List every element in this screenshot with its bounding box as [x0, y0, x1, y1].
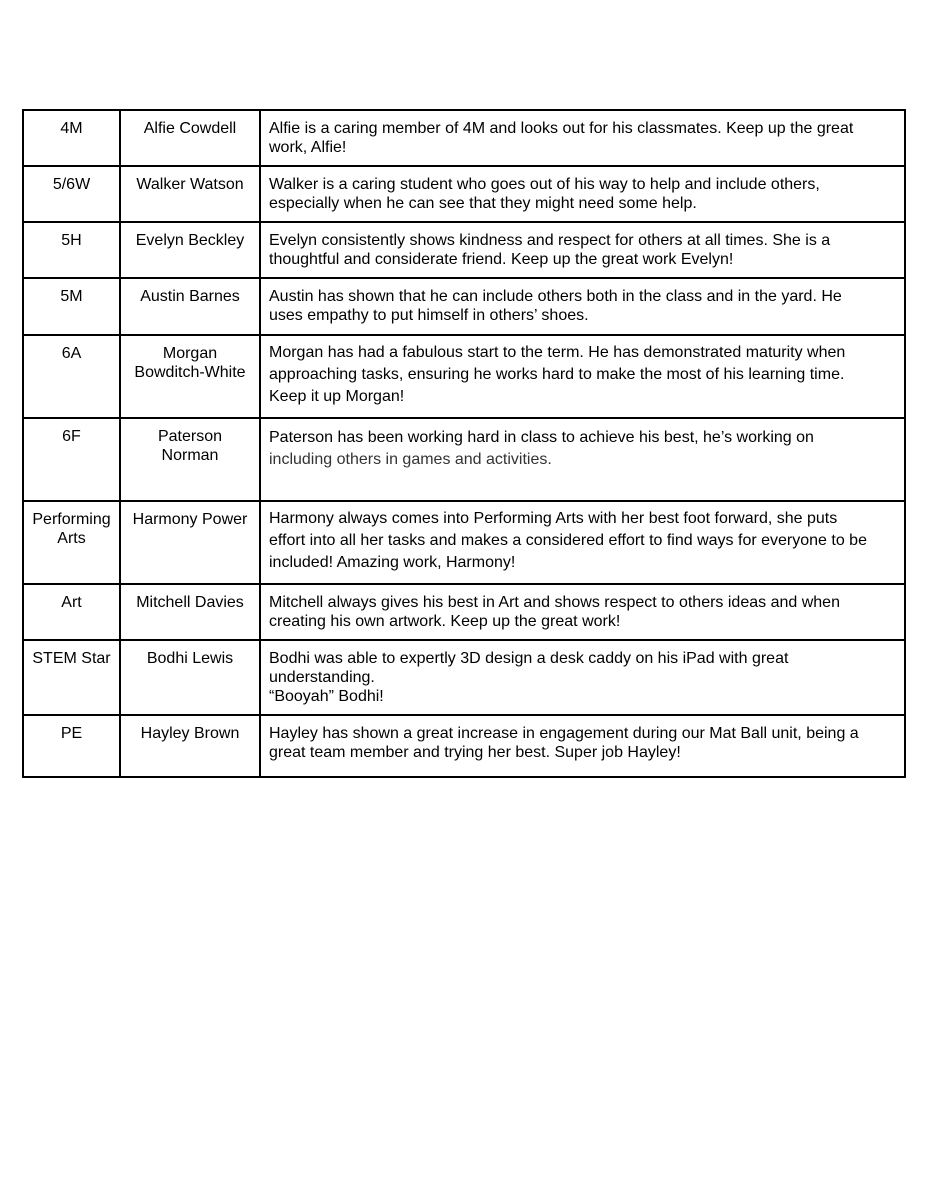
comment-cell [260, 278, 905, 335]
table-row [23, 715, 905, 777]
student-name-line: Bowditch-White [134, 364, 246, 381]
table-row [23, 501, 905, 584]
class-cell: 4M [23, 110, 120, 166]
class-cell: 6F [23, 418, 120, 501]
comment-line: thoughtful and considerate friend. Keep up the great work Evelyn! [269, 251, 734, 268]
comment-line: Austin has shown that he can include others both in the class and in the yard. He [269, 288, 842, 305]
comment-cell [260, 418, 905, 501]
class-line: Performing [32, 511, 111, 528]
table-row [23, 166, 905, 222]
student-name-line: Morgan [162, 345, 218, 362]
comment-line: including others in games and activities. [269, 451, 552, 468]
comment-line: Walker is a caring student who goes out of his way to help and include others, [269, 176, 820, 193]
class-cell [23, 501, 120, 584]
student-name-line: Norman [161, 447, 219, 464]
student-name-cell: Bodhi Lewis [120, 640, 260, 715]
table-row [23, 335, 905, 418]
comment-line: Mitchell always gives his best in Art and shows respect to others ideas and when [269, 594, 840, 611]
comment-cell [260, 501, 905, 584]
class-cell: PE [23, 715, 120, 777]
comment-cell [260, 110, 905, 166]
comment-line: Hayley has shown a great increase in engagement during our Mat Ball unit, being a [269, 725, 859, 742]
comment-line: approaching tasks, ensuring he works hard to make the most of his learning time. [269, 366, 845, 383]
student-name-cell [120, 418, 260, 501]
comment-line: “Booyah” Bodhi! [269, 688, 384, 705]
comment-line: creating his own artwork. Keep up the great work! [269, 613, 621, 630]
table-row [23, 278, 905, 335]
awards-table [22, 109, 906, 778]
table-row [23, 110, 905, 166]
comment-cell [260, 166, 905, 222]
comment-line: Morgan has had a fabulous start to the term. He has demonstrated maturity when [269, 344, 846, 361]
comment-line: uses empathy to put himself in others’ shoes. [269, 307, 589, 324]
class-cell: 5M [23, 278, 120, 335]
student-name-line: Paterson [157, 428, 223, 445]
table-row [23, 640, 905, 715]
comment-line: work, Alfie! [269, 139, 347, 156]
table-row [23, 418, 905, 501]
table-row [23, 222, 905, 278]
comment-line: Alfie is a caring member of 4M and looks out for his classmates. Keep up the great [269, 120, 854, 137]
comment-cell [260, 640, 905, 715]
comment-line: included! Amazing work, Harmony! [269, 554, 516, 571]
student-name-cell: Austin Barnes [120, 278, 260, 335]
student-name-cell: Walker Watson [120, 166, 260, 222]
comment-line: Keep it up Morgan! [269, 388, 405, 405]
comment-line: understanding. [269, 669, 375, 686]
table-row [23, 584, 905, 640]
student-name-cell [120, 335, 260, 418]
comment-cell [260, 715, 905, 777]
student-name-cell: Evelyn Beckley [120, 222, 260, 278]
comment-line: Paterson has been working hard in class to achieve his best, he’s working on [269, 429, 814, 446]
comment-line: Evelyn consistently shows kindness and respect for others at all times. She is a [269, 232, 831, 249]
comment-cell [260, 584, 905, 640]
comment-line: especially when he can see that they might need some help. [269, 195, 697, 212]
class-cell: 5H [23, 222, 120, 278]
comment-line: great team member and trying her best. Super job Hayley! [269, 744, 681, 761]
student-name-cell: Hayley Brown [120, 715, 260, 777]
comment-line: Bodhi was able to expertly 3D design a desk caddy on his iPad with great [269, 650, 789, 667]
class-line: Arts [57, 530, 86, 547]
class-cell: STEM Star [23, 640, 120, 715]
class-cell: Art [23, 584, 120, 640]
student-name-cell: Alfie Cowdell [120, 110, 260, 166]
class-cell: 6A [23, 335, 120, 418]
class-cell: 5/6W [23, 166, 120, 222]
comment-cell [260, 222, 905, 278]
comment-cell [260, 335, 905, 418]
comment-line: Harmony always comes into Performing Arts with her best foot forward, she puts [269, 510, 838, 527]
student-name-cell: Harmony Power [120, 501, 260, 584]
student-name-cell: Mitchell Davies [120, 584, 260, 640]
comment-line: effort into all her tasks and makes a considered effort to find ways for everyone to be [269, 532, 867, 549]
